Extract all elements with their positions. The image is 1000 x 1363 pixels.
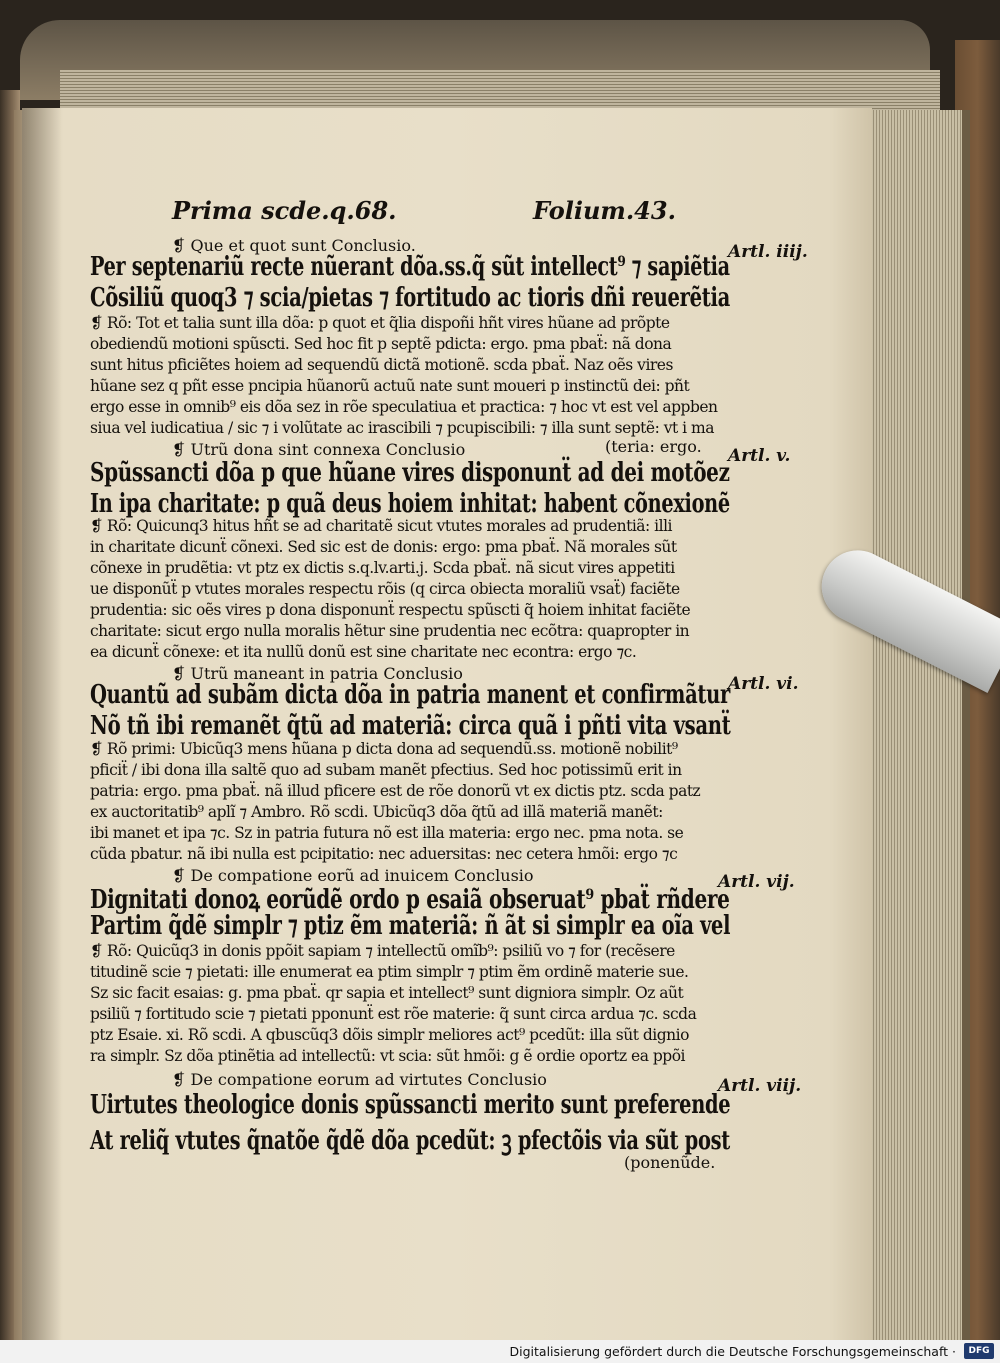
response-line: cũda pbatur. nã ibi nulla est pcipitatio: nec aduersitas: nec cetera hmõi: ergo ⁊c [90,845,678,863]
article-number: Artl. vij. [718,872,795,892]
conclusion-line: At reliq̃ vtutes q̃natõe q̃dẽ dõa pcedũt: ꝫ pfectõis via sũt post [90,1126,730,1156]
article-number: Artl. iiij. [728,242,808,262]
article-number: Artl. v. [728,446,791,466]
article-number: Artl. vi. [728,674,799,694]
response-line: ptz Esaie. xi. Rõ scdi. A qbuscũq3 dõis simplr meliores act⁹ pcedũt: illa sũt dignio [90,1026,689,1044]
response-line: ea dicunẗ cõnexe: et ita nullũ donũ est sine charitate nec econtra: ergo ⁊c. [90,643,637,661]
response-line: in charitate dicunẗ cõnexi. Sed sic est de donis: ergo: pma pbaẗ. Nã morales sũt [90,538,677,556]
response-line: ❡ Rõ: Quicunq3 hitus hñt se ad charitatẽ sicut vtutes morales ad prudentiã: illi [90,517,672,535]
response-line: ❡ Rõ: Quicũq3 in donis ppõit sapiam ⁊ intellectũ omĩb⁹: psiliũ vo ⁊ for (recẽsere [90,942,675,960]
question-heading: ❡ Que et quot sunt Conclusio. [172,236,416,255]
dfg-logo: DFG [964,1343,994,1359]
conclusion-line: In ipa charitate: p quã deus hoiem inhitat: habent cõnexionẽ [90,489,730,519]
question-heading: ❡ Utrũ maneant in patria Conclusio [172,664,463,683]
response-line: patria: ergo. pma pbaẗ. nã illud pficere est de rõe donorũ vt ex dictis ptz. scda patz [90,782,701,800]
conclusion-line: Per septenariũ recte nũerant dõa.ss.q̃ sũt intellect⁹ ⁊ sapiẽtia [90,252,730,282]
funding-credit: Digitalisierung gefördert durch die Deutsche Forschungsgemeinschaft · [509,1344,956,1359]
question-heading: ❡ De compatione eorum ad virtutes Conclusio [172,1070,547,1089]
response-line: ergo esse in omnib⁹ eis dõa sez in rõe speculatiua et practica: ⁊ hoc vt est vel appben [90,398,718,416]
response-line: sunt hitus pficiẽtes hoiem ad sequendũ dictã motionẽ. scda pbaẗ. Naz oẽs vires [90,356,673,374]
conclusion-line: Uirtutes theologice donis spũssancti merito sunt preferende [90,1090,731,1120]
catchword: (ponenũde. [624,1153,716,1172]
conclusion-line: Quantũ ad subãm dicta dõa in patria manent et confirmãtur [90,680,730,710]
conclusion-line: Dignitati donoꝝ eorũdẽ ordo p esaiã obseruat⁹ pbaẗ rñdere [90,885,730,915]
response-line: cõnexe in prudẽtia: vt ptz ex dictis s.q.lv.arti.j. Scda pbaẗ. nã sicut vires appetiti [90,559,675,577]
response-line: ❡ Rõ primi: Ubicũq3 mens hũana p dicta dona ad sequendũ.ss. motionẽ nobilit⁹ [90,740,678,758]
response-line: siua vel iudicatiua / sic ⁊ i volũtate ac irascibili ⁊ pcupiscibili: ⁊ illa sunt septẽ: vt i ma [90,419,714,437]
question-heading: ❡ Utrũ dona sint connexa Conclusio [172,440,466,459]
folio-number: Folium.43. [533,196,676,225]
response-line: prudentia: sic oẽs vires p dona disponunẗ respectu spũscti q̃ hoiem inhitat faciẽte [90,601,691,619]
response-line: hũane sez q pñt esse pncipia hũanorũ actuũ nate sunt moueri p instinctũ dei: pñt [90,377,690,395]
response-line: ue disponũẗ p vtutes morales respectu rõis (q circa obiecta moraliũ vsaẗ) faciẽte [90,580,680,598]
conclusion-line: Nõ tñ ibi remanẽt q̃tũ ad materiã: circa quã i pñti vita vsanẗ [90,711,731,741]
article-number: Artl. viij. [718,1076,802,1096]
conclusion-line: Cõsiliũ quoq3 ⁊ scia/pietas ⁊ fortitudo ac tioris dñi reuerẽtia [90,283,731,313]
question-carryover: (teria: ergo. [605,437,702,456]
response-line: ex auctoritatib⁹ aplĩ ⁊ Ambro. Rõ scdi. Ubicũq3 dõa q̃tũ ad illã materiã manẽt: [90,803,663,821]
response-line: Sz sic facit esaias: g. pma pbaẗ. qr sapia et intellect⁹ sunt digniora simplr. Oz aũt [90,984,684,1002]
question-heading: ❡ De compatione eorũ ad inuicem Conclusio [172,866,534,885]
gutter-shadow [22,108,62,1340]
footer-bar [0,1340,1000,1363]
response-line: ❡ Rõ: Tot et talia sunt illa dõa: p quot et q̃lia dispoñi hñt vires hũane ad prõpte [90,314,670,332]
response-line: pficiẗ / ibi dona illa saltẽ quo ad subam manẽt pfectius. Sed hoc potissimũ erit in [90,761,682,779]
conclusion-line: Spũssancti dõa p que hũane vires disponunẗ ad dei motõez [90,458,730,488]
response-line: obediendũ motioni spũscti. Sed hoc fit p septẽ pdicta: ergo. pma pbaẗ: nã dona [90,335,672,353]
response-line: charitate: sicut ergo nulla moralis hẽtur sine prudentia nec ecõtra: quapropter in [90,622,690,640]
response-line: ibi manet et ipa ⁊c. Sz in patria futura nõ est illa materia: ergo nec. pma nota. se [90,824,684,842]
conclusion-line: Partim q̃dẽ simplr ⁊ ptiz ẽm materiã: ñ ãt si simplr ea oĩa vel [90,911,731,941]
response-line: ra simplr. Sz dõa ptinẽtia ad intellectũ: vt scia: sũt hmõi: g ẽ ordie oportz ea ppõi [90,1047,686,1065]
response-line: titudinẽ scie ⁊ pietati: ille enumerat ea ptim simplr ⁊ ptim ẽm ordinẽ materie sue. [90,963,689,981]
response-line: psiliũ ⁊ fortitudo scie ⁊ pietati pponunẗ est rõe materie: q̃ sunt circa ardua ⁊c. scda [90,1005,697,1023]
page-fore-edge [862,110,970,1340]
running-head: Prima scde.q.68. [172,196,397,225]
page-edges-top [60,70,940,110]
